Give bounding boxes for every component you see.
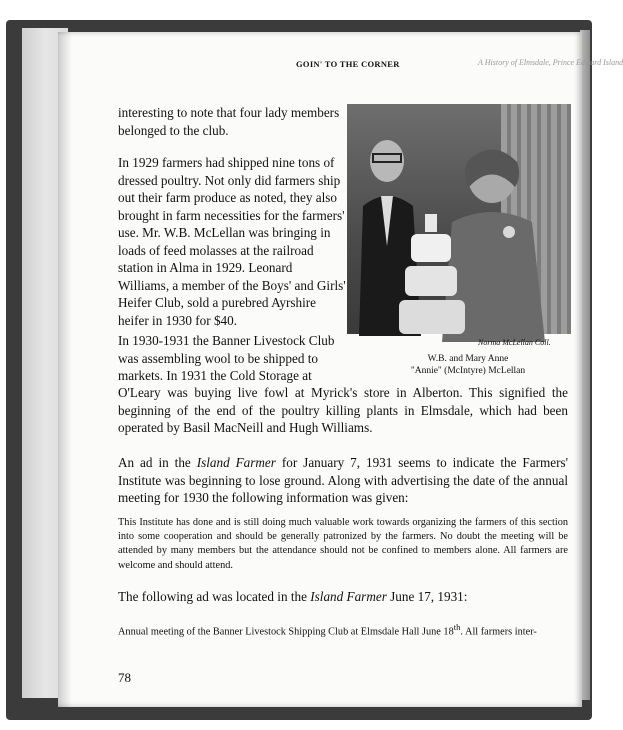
p4-publication: Island Farmer xyxy=(196,455,276,470)
gutter-shadow xyxy=(58,32,72,707)
paragraph-3-start: In 1930-1931 the Banner Livestock Club was assembling wool to be shipped to markets. In 1931 the Cold Storage at xyxy=(118,333,335,383)
book-page xyxy=(58,32,623,707)
paragraph-1: interesting to note that four lady members belonged to the club. xyxy=(118,105,340,138)
caption-line-2: "Annie" (McIntyre) McLellan xyxy=(410,366,526,376)
paragraph-3-continued: O'Leary was buying live fowl at Myrick's store in Alberton. This signified the beginning of the end of the poultry killing plants in Elmsdale, which had been operated by Basil MacNeill and Hugh Williams. xyxy=(118,385,568,435)
p6-superscript: th xyxy=(453,622,461,632)
p5-text-b: June 17, 1931: xyxy=(386,589,468,604)
p5-publication: Island Farmer xyxy=(310,589,387,604)
paragraph-5 xyxy=(118,588,568,606)
p5-text-a: The following ad was located in the xyxy=(118,589,311,604)
photo-credit: Norma McLellan Coll. xyxy=(478,338,551,347)
p6-text-a: Annual meeting of the Banner Livestock Shipping Club at Elmsdale Hall June 18 xyxy=(118,626,454,638)
paragraph-2: In 1929 farmers had shipped nine tons of dressed poultry. Not only did farmers ship out their farm produce as noted, they also brought in farm necessities for the farmers' use. Mr. W.B. McLellan was bringing in loads of feed molasses at the railroad station in Alma in 1929. Leonard Williams, a member of the Boys' and Girls' Heifer Club, sold a purebred Ayrshire heifer in 1930 for $40. xyxy=(118,155,346,328)
paragraph-4 xyxy=(118,454,568,507)
wedding-cake xyxy=(397,214,467,334)
couple-photo xyxy=(347,104,571,334)
photo-caption xyxy=(388,353,548,377)
quoted-notice: This Institute has done and is still doing much valuable work towards organizing the farmers of this section into some cooperation and should be generally patronized by the farmers. No doubt the meeting will be attended by many members but the attendance should not be confined to members alone. All farmers are welcome and should attend. xyxy=(118,517,568,571)
running-head: GOIN' TO THE CORNER xyxy=(296,59,400,69)
p4-text-a: An ad in the xyxy=(118,455,197,470)
paragraph-6 xyxy=(118,620,568,640)
p6-text-b: . All farmers inter- xyxy=(460,626,537,638)
bleed-through-header: A History of Elmsdale, Prince Edward Island xyxy=(478,58,623,67)
p4-text-b: for January 7, 1931 seems to indicate the Farmers' Institute was beginning to lose ground. Along with advertising the date of the annual meeting for 1930 the following information was given: xyxy=(118,455,568,505)
page-number: 78 xyxy=(118,670,131,685)
caption-line-1: W.B. and Mary Anne xyxy=(427,354,509,364)
